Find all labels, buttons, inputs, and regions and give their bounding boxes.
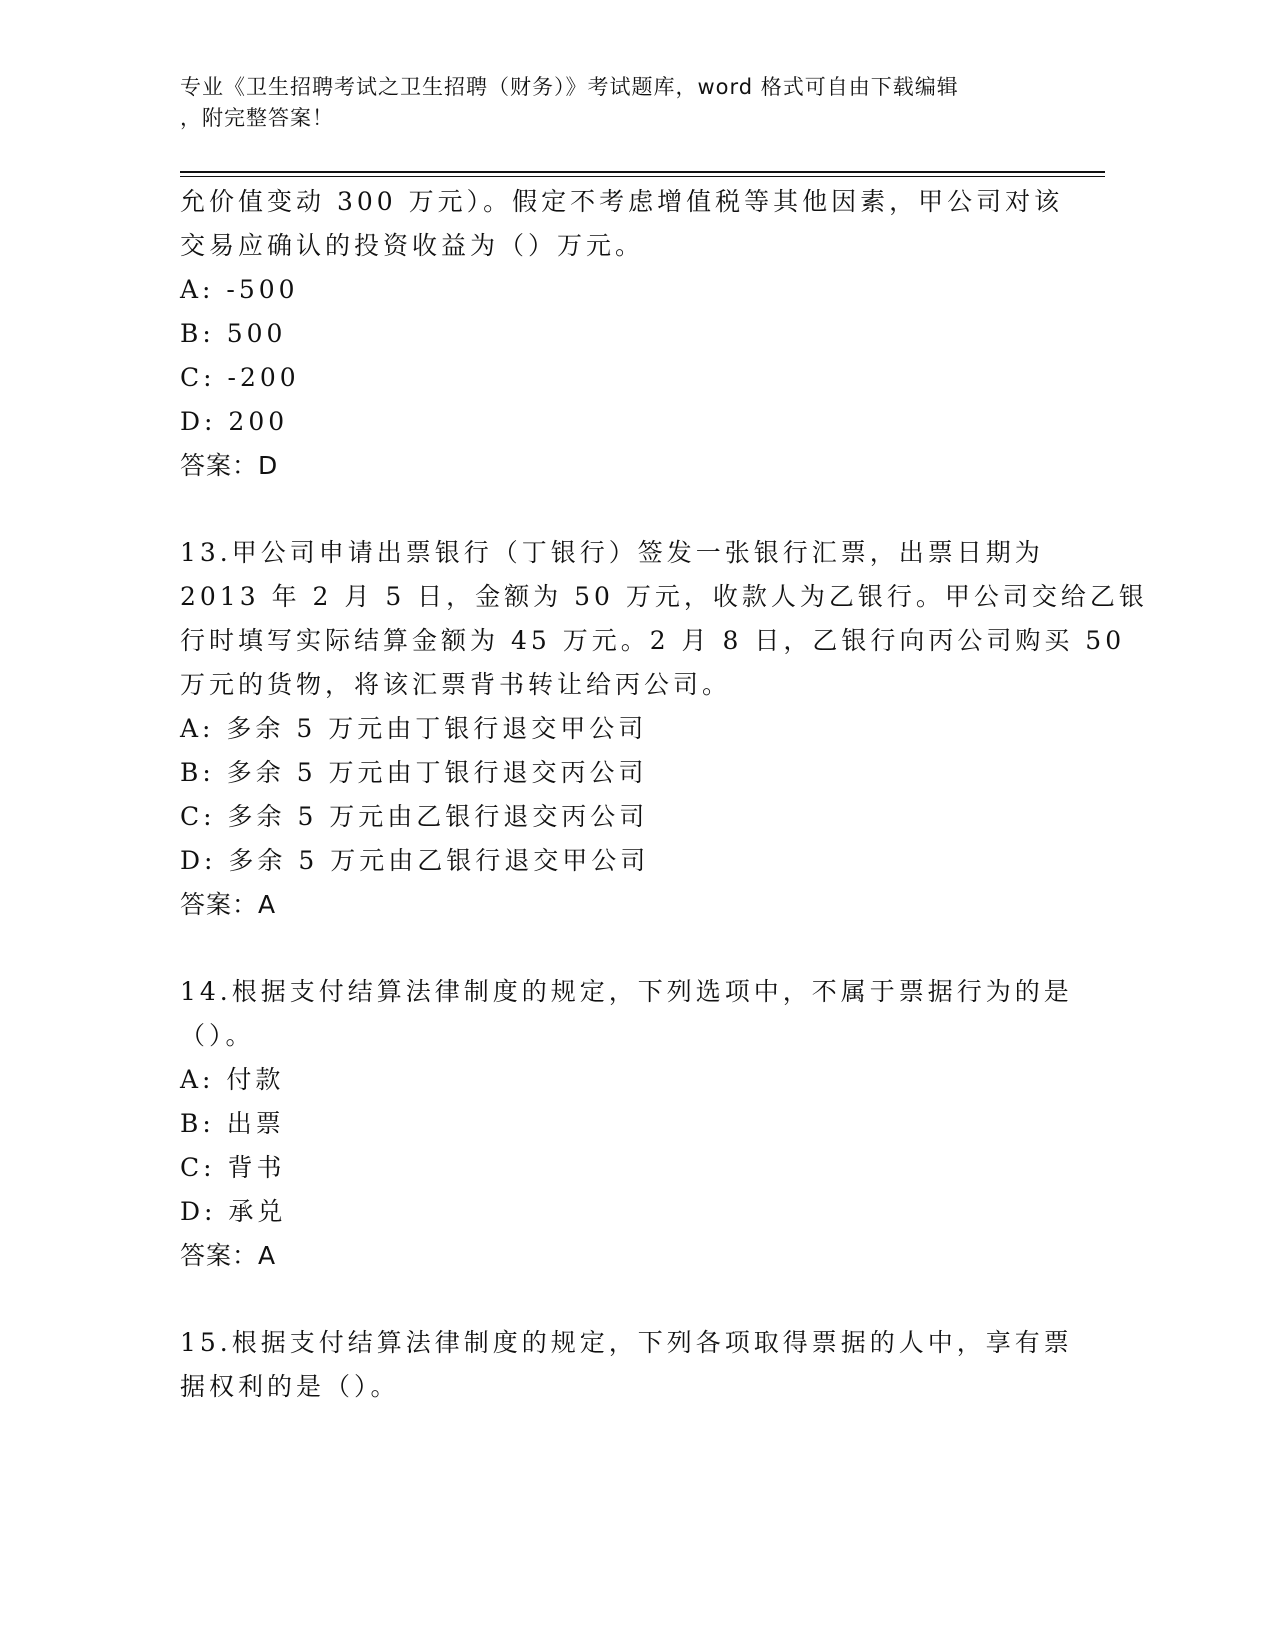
option-c: C: -200 [180, 363, 300, 392]
question-stem-line: 2013 年 2 月 5 日，金额为 50 万元，收款人为乙银行。甲公司交给乙银 [180, 582, 1148, 611]
option-a: A: 付款 [180, 1065, 285, 1094]
question-15 [180, 1321, 1073, 1409]
option-d: D: 200 [180, 407, 289, 436]
header-line-2: ，附完整答案！ [180, 106, 334, 130]
answer-line: 答案：A [180, 1241, 277, 1270]
question-12 [180, 180, 1064, 488]
question-stem-line: 14.根据支付结算法律制度的规定，下列选项中，不属于票据行为的是 [180, 977, 1073, 1006]
header-rule-thick [180, 171, 1105, 173]
option-c: C: 背书 [180, 1153, 286, 1182]
page-header [180, 72, 1080, 134]
option-b: B: 出票 [180, 1109, 285, 1138]
answer-line: 答案：D [180, 451, 279, 480]
header-rule-thin [180, 176, 1105, 177]
question-stem-line: 万元的货物，将该汇票背书转让给丙公司。 [180, 670, 732, 699]
answer-line: 答案：A [180, 890, 277, 919]
option-d: D: 多余 5 万元由乙银行退交甲公司 [180, 846, 650, 875]
option-c: C: 多余 5 万元由乙银行退交丙公司 [180, 802, 649, 831]
question-stem-line: 允价值变动 300 万元）。假定不考虑增值税等其他因素，甲公司对该 [180, 187, 1064, 216]
header-line-1: 专业《卫生招聘考试之卫生招聘（财务）》考试题库，word 格式可自由下载编辑 [180, 75, 959, 99]
option-b: B: 多余 5 万元由丁银行退交丙公司 [180, 758, 648, 787]
question-stem-line: 13.甲公司申请出票银行（丁银行）签发一张银行汇票，出票日期为 [180, 538, 1044, 567]
question-stem-line: 15.根据支付结算法律制度的规定，下列各项取得票据的人中，享有票 [180, 1328, 1073, 1357]
option-b: B: 500 [180, 319, 287, 348]
option-a: A: 多余 5 万元由丁银行退交甲公司 [180, 714, 648, 743]
option-a: A: -500 [180, 275, 299, 304]
question-stem-line: 交易应确认的投资收益为（）万元。 [180, 231, 645, 260]
document-body [180, 180, 1148, 1409]
question-stem-line: （）。 [180, 1021, 255, 1050]
question-stem-line: 据权利的是（）。 [180, 1372, 400, 1401]
question-13 [180, 531, 1148, 927]
question-stem-line: 行时填写实际结算金额为 45 万元。2 月 8 日，乙银行向丙公司购买 50 [180, 626, 1126, 655]
option-d: D: 承兑 [180, 1197, 287, 1226]
question-14 [180, 970, 1073, 1278]
